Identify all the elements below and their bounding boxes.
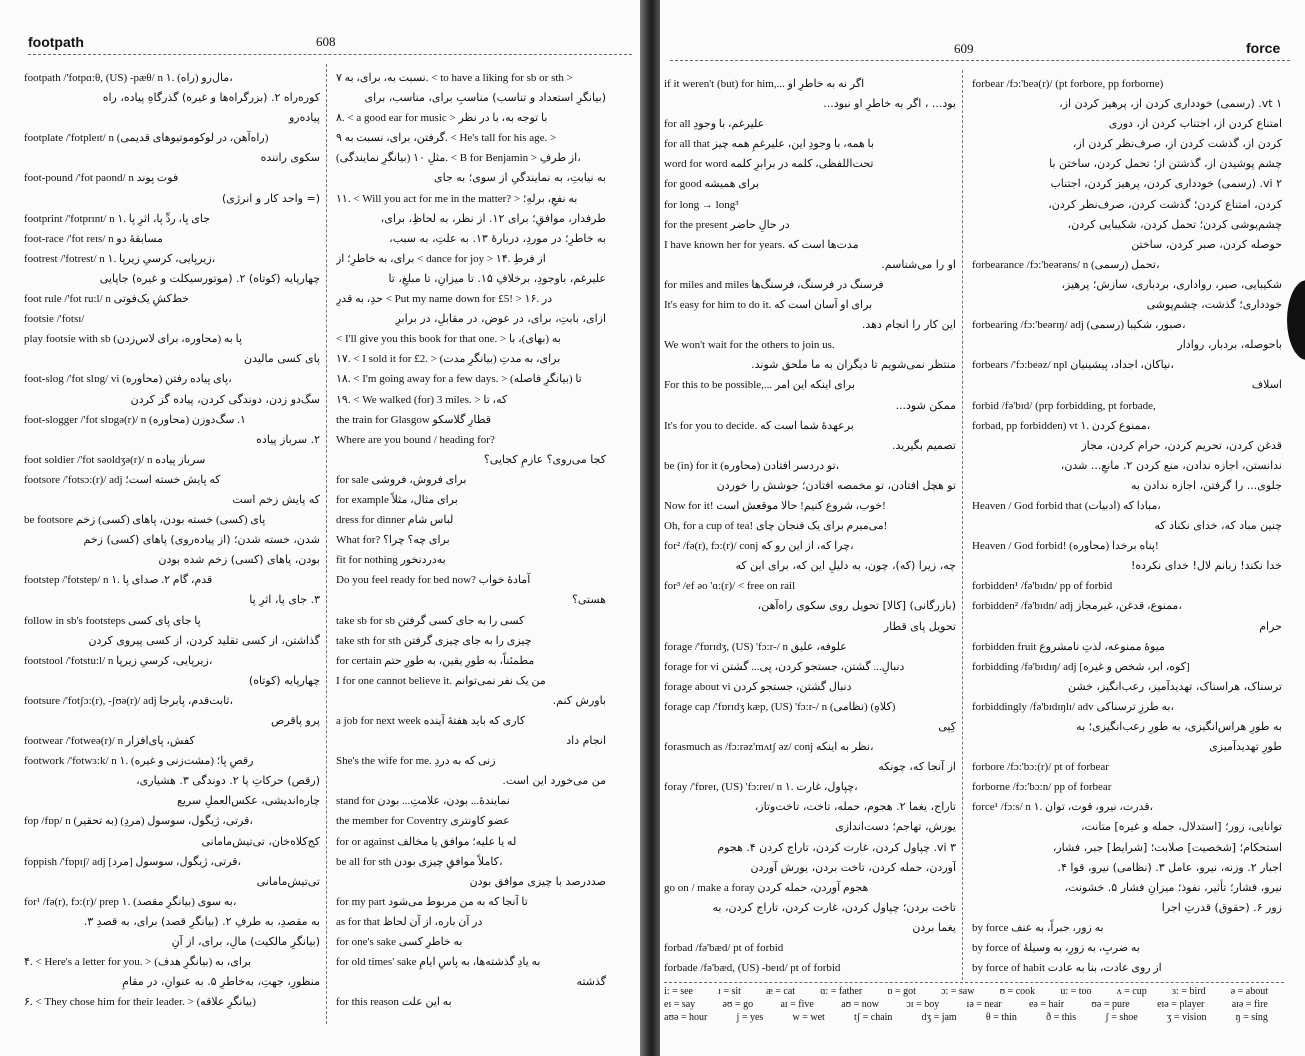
dictionary-line: a job for next week کاری که باید هفتهٔ آینده: [336, 715, 526, 727]
dictionary-line: foot-slog /'fot slɒg/ vi (محاوره) پای پیاده رفتن،: [24, 373, 232, 386]
dictionary-line: by force به زور، جبراً، به عنف: [972, 921, 1104, 934]
dictionary-line: footsore /'fotsɔ:(r)/ adj که پایش خسته است؛: [24, 473, 221, 486]
pronunciation-item: dʒ = jam: [921, 1012, 957, 1023]
dictionary-line: footstep /'fotstep/ n ۱. قدم، گام ۲. صدای پا: [24, 574, 213, 587]
dictionary-line: قدغن کردن، تحریم کردن، حرام کردن، مجاز: [1081, 438, 1282, 452]
dictionary-line: What for? برای چه؟ چرا؟: [336, 534, 450, 547]
dictionary-line: تاراج، یغما ۲. هجوم، حمله، تاخت، تاخت‌وتاز،: [754, 800, 956, 814]
dictionary-line: اسلاف: [1251, 378, 1282, 392]
dictionary-line: به طورِ هراس‌انگیزی، به طورِ رعب‌انگیزی؛ به: [1076, 720, 1282, 733]
dictionary-line: for certain مطمئناً، به طورِ یقین، به طورِ حتم: [336, 654, 535, 667]
right-column-2: [972, 74, 1282, 978]
dictionary-line: چهارپایه (کوتاه) ۲. (موتورسیکلت و غیره) جاپایی: [99, 271, 320, 285]
dictionary-line: تصمیم بگیرید.: [892, 438, 956, 452]
dictionary-line: for long → long³: [664, 198, 739, 211]
dictionary-line: خدا نکند! زبانم لال! خدای نکرده!: [1130, 559, 1282, 573]
dictionary-line: We won't wait for the others to join us.: [664, 339, 835, 352]
dictionary-line: کجا می‌روی؟ عازمِ کجایی؟: [483, 452, 606, 466]
dictionary-line: کردن از، گذشت کردن از، صرف‌نظر کردن از،: [1072, 137, 1282, 151]
dictionary-line: for³ /ef əo 'ɑ:(r)/ < free on rail: [664, 580, 796, 593]
pronunciation-item: ɪə = near: [966, 999, 1002, 1010]
right-page-number: 609: [954, 41, 974, 56]
dictionary-line: go on / make a foray هجوم آوردن، حمله کردن: [664, 881, 869, 894]
pronunciation-item: aʊ = now: [841, 999, 879, 1010]
dictionary-line: forbidding /fə'bɪdɪŋ/ adj [کوه، ابر، شخص و غیره]: [972, 660, 1190, 673]
dictionary-line: که پایش زخم است: [232, 492, 320, 506]
dictionary-line: for or against له یا علیه؛ موافق یا مخالف: [336, 835, 517, 848]
right-column-1: [664, 74, 956, 978]
dictionary-line: foot-pound /'fot paond/ n فوت پوند: [24, 172, 179, 185]
dictionary-line: play footsie with sb (محاوره، برای لاس‌زدن) پا به: [24, 333, 243, 346]
right-column-divider: [962, 70, 963, 980]
dictionary-line: طرفدار، موافقِ؛ برای ۱۲. از نظر، به لحاظِ، برای،: [380, 211, 606, 225]
dictionary-line: be all for sth کاملاً موافقِ چیزی بودن،: [336, 855, 503, 868]
pronunciation-item: ɔɪ = boy: [906, 999, 940, 1010]
dictionary-line: گذشته: [576, 975, 606, 989]
dictionary-line: ازای، بابتِ، برای، در عوض، در مقابلِ، در برابرِ: [395, 312, 606, 326]
dictionary-line: هستی؟: [572, 593, 606, 607]
pronunciation-item: ʊə = pure: [1091, 999, 1130, 1010]
dictionary-line: ۱۱. < Will you act for me in the matter? > به نفعِ، برلهِ؛: [336, 192, 578, 205]
dictionary-line: take sb for sb کسی را به جای کسی گرفتن: [336, 614, 525, 627]
dictionary-line: کج‌کلاه‌خان، تی‌تیش‌مامانی: [201, 834, 320, 848]
pronunciation-item: ɜ: = bird: [1171, 986, 1206, 997]
dictionary-line: Now for it! خوب، شروع کنیم! حالا موقعش است!: [664, 499, 886, 512]
dictionary-line: ۳. جای پا، اثرِ پا: [249, 593, 320, 607]
dictionary-line: سکوی راننده: [260, 151, 320, 165]
dictionary-line: For this to be possible,... برای اینکه این امر: [664, 379, 855, 392]
pronunciation-item: ɪ = sit: [718, 986, 741, 997]
dictionary-line: footsie /'fotsɪ/: [24, 313, 85, 326]
dictionary-line: به نیابتِ، به نمایندگیِ از سوی؛ به جای: [434, 171, 606, 185]
dictionary-line: It's easy for him to do it. برای او آسان است که: [664, 299, 873, 312]
dictionary-line: چشم‌پوشی کردن؛ تحمل کردن، شکیبایی کردن،: [1067, 217, 1282, 231]
dictionary-line: forbad /fə'bæd/ pt of forbid: [664, 942, 784, 955]
dictionary-line: be footsore پای (کسی) خسته بودن، پاهای (کسی) زخم: [24, 514, 266, 527]
dictionary-line: (بازرگانی) [کالا] تحویل روی سکوی راه‌آهن،: [757, 599, 956, 613]
left-page: [0, 0, 640, 1056]
pronunciation-item: u: = too: [1060, 986, 1092, 997]
dictionary-line: ۶. < They chose him for their leader. > (بیانگرِ علاقه): [24, 996, 256, 1009]
dictionary-line: follow in sb's footsteps پا جای پای کسی: [24, 614, 201, 627]
dictionary-line: ترسناک، هراسناک، تهدیدآمیز، رعب‌انگیز، خشن: [1067, 679, 1282, 693]
dictionary-line: as for that در آن باره، از آن لحاظ: [336, 915, 483, 928]
dictionary-line: forbiddingly /fə'bɪdɪŋlɪ/ adv به طرزِ ترسناکی،: [972, 700, 1175, 713]
dictionary-line: ۱۷. < I sold it for £2. > (بیانگرِ مدت) برای، به مدتِ: [336, 353, 561, 366]
dictionary-line: I for one cannot believe it. من یک نفر نمی‌توانم: [336, 674, 546, 687]
dictionary-line: vi ۲. (رسمی) خودداری کردن، پرهیز کردن، اجتناب: [1050, 177, 1282, 191]
right-page: [660, 0, 1305, 1056]
pronunciation-item: aɪə = fire: [1231, 999, 1268, 1010]
dictionary-line: for this reason به این علت: [336, 996, 452, 1009]
dictionary-line: for old times' sake به یادِ گذشته‌ها، به پاسِ ایامِ: [336, 956, 541, 969]
dictionary-line: I have known her for years. مدت‌ها است که: [664, 238, 859, 251]
pronunciation-item: ʃ = shoe: [1105, 1012, 1138, 1023]
dictionary-line: forbade /fə'bæd, (US) -beɪd/ pt of forbid: [664, 962, 841, 975]
dictionary-line: ۸. < a good ear for music > با توجه به، با در نظر: [336, 112, 548, 125]
dictionary-line: صددرصد با چیزی موافق بودن: [469, 874, 606, 888]
pronunciation-item: θ = thin: [985, 1012, 1017, 1023]
dictionary-line: the train for Glasgow قطارِ گلاسکو: [336, 413, 492, 426]
dictionary-line: footwork /'fotwɜ:k/ n ۱. (مشت‌زنی و غیره) رقصِ پا؛: [24, 755, 254, 768]
pronunciation-item: ð = this: [1046, 1012, 1077, 1023]
dictionary-line: fit for nothing به‌دردنخور: [336, 554, 446, 567]
dictionary-line: forbad, pp forbidden) vt ۱. ممنوع کردن،: [972, 419, 1151, 432]
pronunciation-row: [664, 985, 1268, 998]
dictionary-line: < I'll give you this book for that one. > به (بهای)، با: [336, 333, 561, 346]
dictionary-line: باحوصله، بردبار، روادار: [1177, 338, 1282, 352]
dictionary-line: کِپی: [938, 720, 956, 733]
dictionary-line: Do you feel ready for bed now? آمادهٔ خواب: [336, 574, 531, 587]
pronunciation-item: ŋ = sing: [1235, 1012, 1268, 1023]
dictionary-line: توانایی، زور؛ [استدلال، جمله و غیره] متانت،: [1080, 820, 1282, 834]
dictionary-line: for one's sake به خاطرِ کسی: [336, 936, 463, 949]
dictionary-line: تو هچل افتادن، تو مخمصه افتادن؛ جوشش را خوردن: [716, 478, 956, 492]
pronunciation-item: eɪə = player: [1157, 999, 1205, 1010]
dictionary-line: حدِ، به قدرِ < Put my name down for £5! > ۱۶. در: [336, 293, 553, 306]
dictionary-line: علیرغم، باوجودِ، برخلافِ ۱۵. تا میزانِ، تا مبلغِ، تا: [388, 271, 606, 285]
dictionary-line: شکیبایی، صبر، رواداری، بردباری، سازش؛ پرهیز،: [1061, 277, 1282, 291]
pronunciation-item: ɔ: = saw: [941, 986, 975, 997]
dictionary-line: (= واحد کار و انرژی): [221, 191, 320, 205]
dictionary-line: ممکن شود...: [895, 398, 956, 412]
dictionary-line: آوردن، حمله کردن، تاخت بردن، یورش آوردن: [750, 860, 956, 874]
dictionary-line: ۱۹. < We walked (for) 3 miles. > که، تا: [336, 393, 508, 406]
dictionary-line: به مقصدِ، به طرفِ ۲. (بیانگرِ قصد) برای، به قصدِ ۳.: [83, 914, 320, 928]
dictionary-line: چشم پوشیدن از، گذشتن از؛ تحمل کردن، ساختن با: [1049, 157, 1282, 171]
dictionary-line: for² /fə(r), fɔ:(r)/ conj چرا که، از این رو که،: [664, 540, 854, 553]
dictionary-line: اجبار ۲. وزنه، نیرو، عامل ۳. (نظامی) نیرو، قوا ۴.: [1057, 860, 1282, 874]
right-running-head: force: [1246, 40, 1281, 56]
pronunciation-item: j = yes: [736, 1012, 764, 1023]
dictionary-line: بود... ، اگر به خاطرِ او نبود...: [823, 97, 956, 111]
dictionary-line: یورش، تهاجم؛ دست‌اندازی: [835, 820, 956, 834]
dictionary-line: طورِ تهدیدآمیزی: [1209, 740, 1282, 754]
dictionary-line: forbore /fɔ:'bɔ:(r)/ pt of forbear: [972, 761, 1109, 774]
dictionary-line: dress for dinner لباس شام: [336, 514, 454, 527]
dictionary-line: vt ۱. (رسمی) خودداری کردن از، پرهیز کردن از،: [1059, 97, 1282, 111]
dictionary-line: forborne /fɔ:'bɔ:n/ pp of forbear: [972, 781, 1112, 794]
dictionary-line: if it weren't (but) for him,... اگر نه به خاطرِ او: [664, 78, 865, 90]
dictionary-line: ۲. سرباز پیاده: [256, 432, 320, 446]
dictionary-line: چنین مباد که، خدای نکناد که: [1154, 519, 1282, 533]
dictionary-line: (بیانگرِ مالکیت) مالِ، برای، از آنِ: [171, 935, 320, 949]
page-edge-shadow: [1287, 280, 1305, 360]
dictionary-line: forasmuch as /fɔ:rəz'mʌtʃ əz/ conj نظر به اینکه،: [664, 741, 874, 754]
dictionary-line: خودداری؛ گذشت، چشم‌پوشی: [1146, 298, 1282, 312]
left-running-head: footpath: [28, 34, 84, 50]
pronunciation-item: æ = cat: [766, 986, 796, 997]
dictionary-line: بودن، پاهای (کسی) زخم شده بودن: [158, 553, 320, 567]
dictionary-line: ۱۸. < I'm going away for a few days. > (بیانگرِ فاصله) تا: [336, 373, 582, 386]
dictionary-line: foot soldier /'fot səoldʒə(r)/ n سرباز پیاده: [24, 453, 206, 466]
dictionary-line: (رقص) حرکاتِ پا ۲. دوندگی ۳. هشیاری،: [136, 774, 320, 788]
left-column-1: [24, 68, 320, 1012]
dictionary-line: Where are you bound / heading for?: [336, 433, 495, 446]
dictionary-line: word for word تحت‌اللفظی، کلمه در برابرِ کلمه: [664, 158, 874, 171]
dictionary-line: foppish /'fɒpɪʃ/ adj [مرد] قرتی، ژیگول، سوسول،: [24, 855, 242, 868]
dictionary-line: تحویل پای قطار: [883, 619, 956, 633]
dictionary-line: پای کسی مالیدن: [243, 352, 320, 366]
dictionary-line: It's for you to decide. برعهدهٔ شما است که: [664, 419, 854, 432]
dictionary-line: stand for نمایندهٔ... بودن، علامتِ... بودن: [336, 795, 510, 808]
dictionary-line: forbidden² /fə'bɪdn/ adj ممنوع، قدغن، غیرمجاز،: [972, 600, 1182, 613]
dictionary-line: for all that با همه، با وجودِ این، علیرغمِ همه چیز: [664, 138, 874, 151]
pronunciation-item: ʊ = cook: [999, 986, 1036, 997]
pronunciation-row: [664, 1011, 1268, 1024]
dictionary-line: انجام داد: [566, 734, 606, 748]
dictionary-line: Oh, for a cup of tea! می‌میرم برای یک فنجان چای!: [664, 520, 888, 533]
pronunciation-item: i: = see: [664, 986, 693, 997]
pronunciation-item: ʒ = vision: [1166, 1012, 1207, 1023]
dictionary-line: به خاطرِ؛ در موردِ، دربارهٔ ۱۳. به علتِ، به سبب،: [389, 231, 606, 245]
dictionary-line: for miles and miles فرسنگ در فرسنگ، فرسنگ‌ها: [664, 278, 884, 291]
dictionary-line: چهارپایه (کوتاه): [248, 673, 320, 687]
pronunciation-item: ɒ = got: [887, 986, 916, 997]
dictionary-line: for all علیرغم، با وجودِ: [664, 118, 765, 131]
dictionary-line: forage cap /'fɒrɪdʒ kæp, (US) 'fɔ:r-/ n (نظامی) (کلاهِ): [664, 700, 896, 713]
dictionary-line: forbearing /fɔ:'beərɪŋ/ adj (رسمی) صبور، شکیبا،: [972, 319, 1186, 332]
dictionary-line: استحکام؛ [شخصیت] صلابت؛ [شرایط] جبر، فشار،: [1052, 840, 1282, 854]
pronunciation-item: tʃ = chain: [854, 1012, 893, 1023]
dictionary-line: من می‌خورد این است.: [502, 774, 606, 788]
legend-rule: [664, 982, 1284, 983]
dictionary-line: حرام: [1259, 619, 1282, 633]
pronunciation-item: eɪ = say: [664, 999, 696, 1010]
dictionary-line: vi ۳. چپاول کردن، غارت کردن، تاراج کردن ۴. هجوم: [717, 840, 956, 854]
dictionary-line: حوصله کردن، صبر کردن، ساختن: [1131, 237, 1282, 251]
pronunciation-item: eə = hair: [1028, 999, 1065, 1010]
dictionary-line: forbearance /fɔ:'beərəns/ n (رسمی) تحمل،: [972, 258, 1160, 271]
dictionary-line: از آنجا که، چونکه: [878, 760, 956, 774]
left-header-rule: [28, 54, 632, 55]
dictionary-line: (بیانگرِ استعداد و تناسب) مناسبِ برای، مناسب، برای: [364, 91, 606, 105]
dictionary-line: forbid /fə'bɪd/ (prp forbidding, pt forbade,: [972, 399, 1156, 412]
left-column-divider: [326, 64, 327, 1024]
dictionary-line: for my part تا آنجا که به من مربوط می‌شود: [336, 895, 528, 908]
dictionary-line: foot-race /'fot reɪs/ n مسابقهٔ دو: [24, 232, 163, 245]
dictionary-line: برای، به خاطرِ؛ از < dance for joy > ۱۴. از فرطِ: [336, 252, 546, 265]
pronunciation-item: w = wet: [792, 1012, 825, 1023]
dictionary-line: force¹ /fɔ:s/ n ۱. قدرت، نیرو، قوت، توان،: [972, 801, 1154, 814]
dictionary-line: یغما بردن: [912, 920, 956, 934]
dictionary-line: نیرو، فشار؛ تأثیر، نفوذ؛ میزانِ فشار ۵. خشونت،: [1064, 880, 1282, 894]
dictionary-line: by force of به ضربِ، به زورِ، به وسیلهٔ: [972, 942, 1140, 955]
dictionary-line: این کار را انجام دهد.: [861, 318, 956, 332]
dictionary-line: forbidden fruit میوهٔ ممنوعه، لذتِ نامشروع: [972, 640, 1165, 653]
dictionary-line: footrest /'fotrest/ n ۱. زیرپایی، کرسیِ زیرپا،: [24, 252, 216, 265]
dictionary-line: foot rule /'fot ru:l/ n خط‌کشِ یک‌فوتی: [24, 293, 190, 306]
dictionary-line: foot-slogger /'fot slɒgə(r)/ n (محاوره) ۱. سگ‌دوزن: [24, 413, 246, 426]
dictionary-line: سگ‌دو زدن، دوندگی کردن، پیاده گز کردن: [130, 392, 320, 406]
pronunciation-item: ʌ = cup: [1116, 986, 1147, 997]
dictionary-line: منظورِ، جهتِ، به‌خاطرِ ۵. به عنوانِ، در مقامِ: [122, 975, 320, 989]
dictionary-line: امتناع کردن از، اجتناب کردن از، دوری: [1108, 117, 1282, 131]
dictionary-line: be (in) for it (محاوره) تو دردسر افتادن،: [664, 459, 840, 472]
pronunciation-row: [664, 998, 1268, 1011]
dictionary-line: باورش کنم.: [552, 693, 606, 707]
dictionary-line: footsure /'fotʃɔ:(r), -ʃʊə(r)/ adj ثابت‌قدم، پابرجا،: [24, 694, 234, 707]
dictionary-line: گذاشتن، از کسی تقلید کردن، از کسی پیروی کردن: [88, 633, 320, 647]
pronunciation-key: [664, 985, 1268, 1024]
dictionary-line: نسبت به، برای، به ۷. < to have a liking for sb or sth >: [336, 72, 573, 84]
dictionary-line: پیاده‌رو: [288, 111, 320, 125]
pronunciation-item: ə = about: [1230, 986, 1268, 997]
dictionary-line: او را می‌شناسم.: [881, 257, 956, 271]
right-header-rule: [670, 60, 1290, 61]
dictionary-line: footplate /'fotpleɪt/ n (راه‌آهن، در لوکوموتیوهای قدیمی): [24, 132, 269, 145]
dictionary-line: take sth for sth چیزی را به جای چیزی گرفتن: [336, 634, 532, 647]
dictionary-line: Heaven / God forbid! (محاوره) پناه برخدا!: [972, 540, 1159, 553]
dictionary-line: چاره‌اندیشی، عکس‌العملِ سریع: [177, 794, 320, 808]
dictionary-line: زور ۶. (حقوق) قدرتِ اجرا: [1161, 900, 1282, 914]
dictionary-line: forbear /fɔ:'beə(r)/ (pt forbore, pp forborne): [972, 78, 1164, 90]
dictionary-line: Heaven / God forbid that (ادبیات) مبادا که،: [972, 499, 1161, 512]
dictionary-line: by force of habit از روی عادت، بنا به عادت: [972, 962, 1162, 975]
dictionary-line: She's the wife for me. زنی که به دردِ: [336, 755, 496, 768]
dictionary-line: the member for Coventry عضو کاونتری: [336, 815, 510, 828]
dictionary-line: forbidden¹ /fə'bɪdn/ pp of forbid: [972, 580, 1113, 593]
dictionary-line: چه، زیرا (که)، چون، به دلیلِ این که، برای این که: [735, 559, 956, 573]
book-spine: [640, 0, 660, 1056]
dictionary-line: forbears /'fɔ:beəz/ npl نیاکان، اجداد، پیشینیان،: [972, 359, 1174, 372]
dictionary-line: (بیانگرِ نمایندگی) مثلِ ۱۰. < B for Benjamin > از طرفِ،: [336, 152, 581, 165]
dictionary-line: جلوی... را گرفتن، اجازه ندادن به: [1131, 478, 1282, 492]
dictionary-line: forage /'fɒrɪdʒ, (US) 'fɔ:r-/ n علوفه، علیق: [664, 640, 847, 653]
dictionary-line: for good برای همیشه: [664, 178, 760, 191]
dictionary-line: footpath /'fotpɑ:θ, (US) -pæθ/ n ۱. (راه) مال‌رو،: [24, 72, 233, 84]
pronunciation-item: aʊə = hour: [664, 1012, 708, 1023]
dictionary-line: منتظر نمی‌شویم تا دیگران به ما ملحق شوند.: [751, 358, 956, 372]
dictionary-line: for¹ /fə(r), fɔ:(r)/ prep ۱. (بیانگرِ مقصد) به سوی،: [24, 895, 237, 908]
pronunciation-item: əʊ = go: [722, 999, 754, 1010]
dictionary-line: گرفتن، برای، نسبت به ۹. < He's tall for his age. >: [336, 132, 557, 145]
dictionary-line: for the present در حالِ حاضر: [664, 218, 790, 231]
dictionary-line: کوره‌راه ۲. (بزرگراه‌ها و غیره) گذرگاهِ پیاده، راه: [102, 91, 320, 105]
left-page-number: 608: [316, 34, 336, 49]
dictionary-line: forage for vi دنبالِ... گشتن، جستجو کردن، پی... گشتن: [664, 660, 905, 673]
dictionary-line: footstool /'fotstu:l/ n زیرپایی، کرسیِ زیرپا،: [24, 654, 213, 667]
dictionary-line: شدن، خسته شدن؛ (از پیاده‌روی) پاهای (کسی) زخم: [83, 533, 320, 547]
left-column-2: [336, 68, 606, 1012]
dictionary-line: پرو پاقرص: [271, 714, 320, 727]
dictionary-line: for example برای مثال، مثلاً: [336, 493, 458, 506]
dictionary-line: ندانستن، اجازه ندادن، منع کردن ۲. مانعِ... شدن،: [1060, 458, 1282, 472]
dictionary-line: footprint /'fotprɪnt/ n ۱. جای پا، ردِّ پا، اثرِ پا: [24, 212, 210, 225]
dictionary-line: تی‌تیش‌مامانی: [256, 874, 320, 888]
dictionary-line: forage about vi دنبال گشتن، جستجو کردن: [664, 680, 852, 693]
pronunciation-item: aɪ = five: [780, 999, 814, 1010]
dictionary-line: foray /'fɒreɪ, (US) 'fɔ:reɪ/ n ۱. چپاول، غارت،: [664, 781, 858, 794]
dictionary-line: تاخت بردن؛ چپاول کردن، غارت کردن، تاراج کردن، به: [712, 900, 956, 914]
dictionary-line: fop /fɒp/ n (به تحقیر) (مردِ) قرتی، ژیگول، سوسول،: [24, 815, 253, 828]
dictionary-line: ۴. < Here's a letter for you. > (بیانگرِ هدف) برای، به: [24, 956, 252, 969]
dictionary-line: footwear /'fotweə(r)/ n کفش، پای‌افزار: [24, 735, 195, 748]
pronunciation-item: ɑ: = father: [820, 986, 863, 997]
dictionary-line: for sale برای فروش، فروشی: [336, 473, 467, 486]
dictionary-line: کردن، امتناع کردن؛ گذشت کردن، صرف‌نظر کردن،: [1048, 197, 1282, 211]
